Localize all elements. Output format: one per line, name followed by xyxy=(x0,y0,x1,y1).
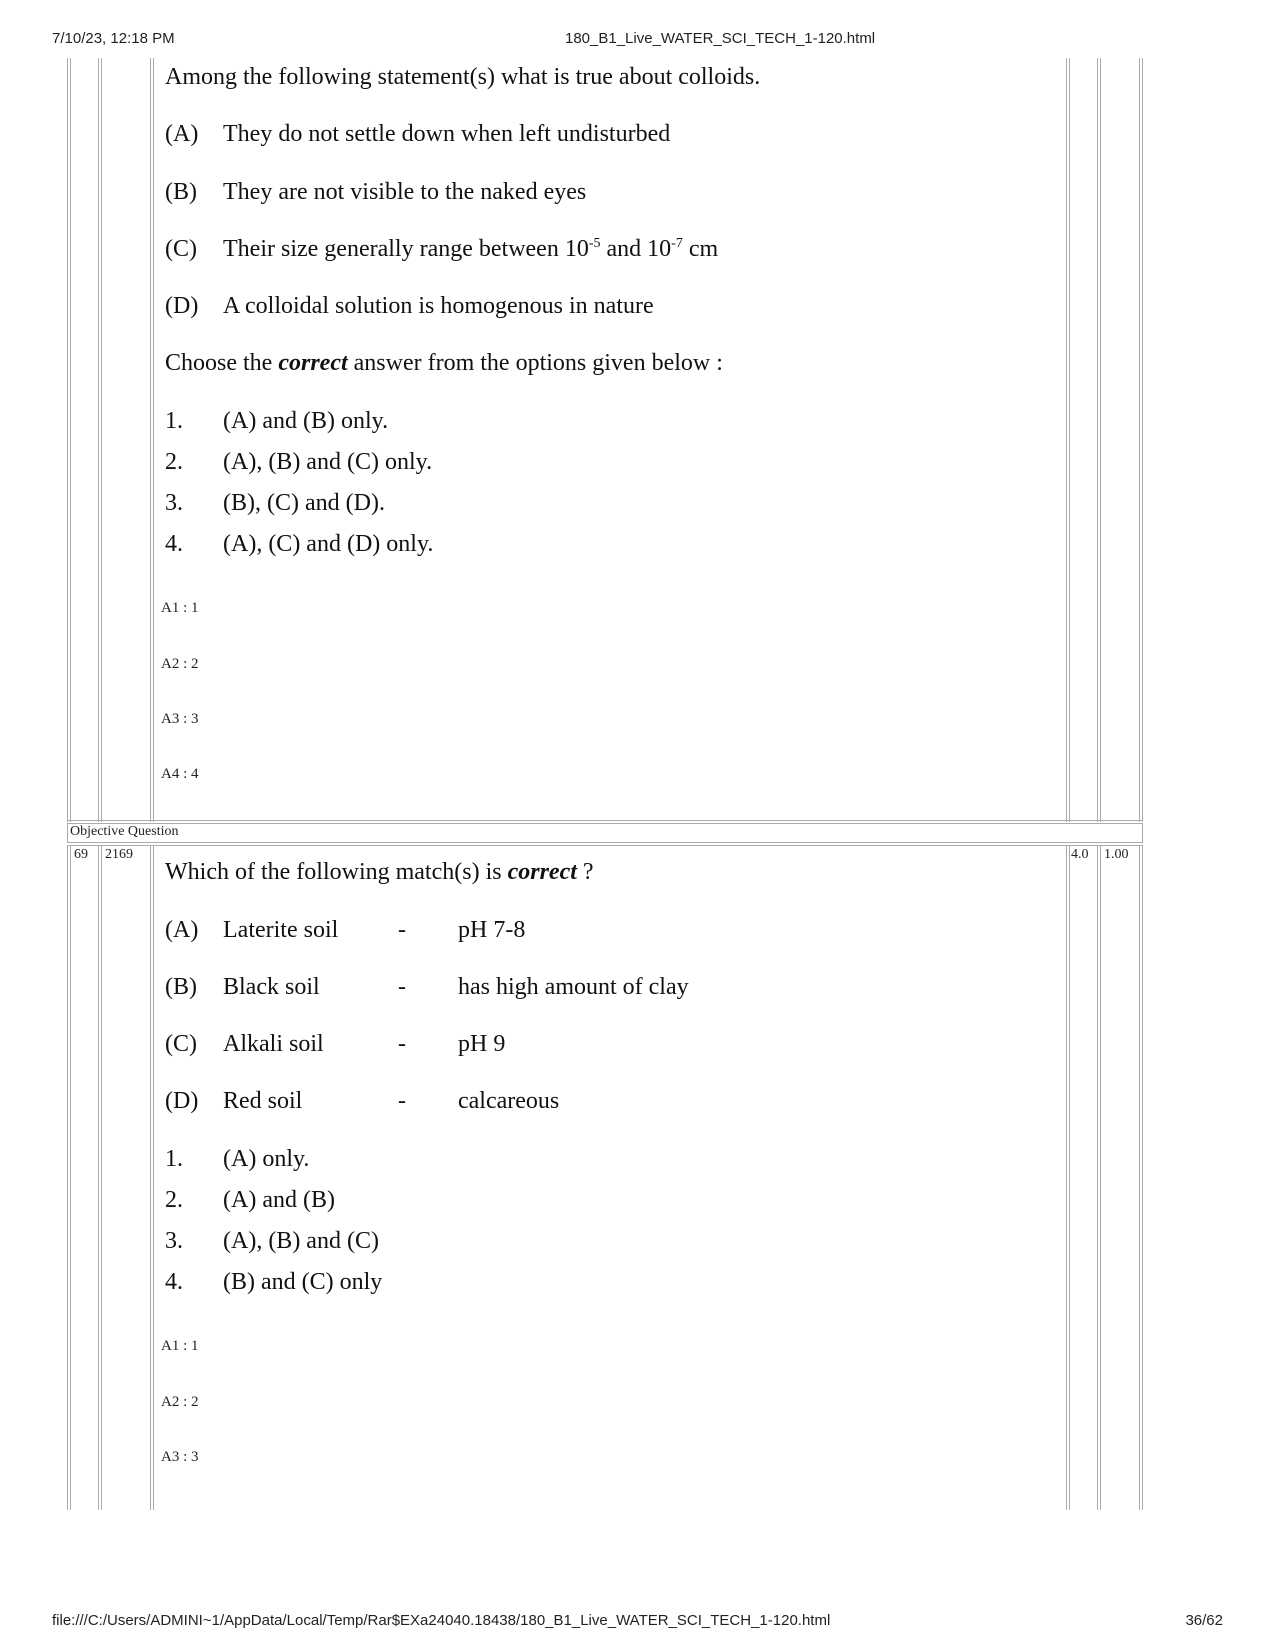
prev-statement-c-label: (C) xyxy=(165,236,197,262)
q69-answer-key-3: A3 : 3 xyxy=(161,1449,199,1465)
prev-answer-key-3: A3 : 3 xyxy=(161,711,199,727)
print-file-path: file:///C:/Users/ADMINI~1/AppData/Local/Temp/Rar$EXa24040.18438/180_B1_Live_WATER_SCI_TECH_1-120.html xyxy=(52,1612,831,1629)
q69-answer-key-2: A2 : 2 xyxy=(161,1394,199,1410)
prev-option-3-num: 3. xyxy=(165,490,183,516)
q69-option-4-num: 4. xyxy=(165,1269,183,1295)
prev-statement-a-label: (A) xyxy=(165,121,199,147)
prev-option-1-text: (A) and (B) only. xyxy=(223,408,389,434)
prev-statement-c-text: Their size generally range between $10^{-5}$ and $10^{-7}$ cm xyxy=(223,236,719,262)
q69-option-1-text: (A) only. xyxy=(223,1146,310,1172)
q69-match-c-value: pH 9 xyxy=(458,1031,506,1057)
q69-match-a-item: Laterite soil xyxy=(223,917,339,943)
prev-option-3-text: (B), (C) and (D). xyxy=(223,490,385,516)
prev-statement-d-text: A colloidal solution is homogenous in nature xyxy=(223,293,654,319)
q69-option-2-num: 2. xyxy=(165,1187,183,1213)
question-id: 2169 xyxy=(105,847,133,862)
prev-statement-d-label: (D) xyxy=(165,293,199,319)
q69-match-d-label: (D) xyxy=(165,1088,199,1114)
q69-match-c-item: Alkali soil xyxy=(223,1031,324,1057)
prev-answer-key-1: A1 : 1 xyxy=(161,600,199,616)
prev-statement-b-text: They are not visible to the naked eyes xyxy=(223,179,587,205)
print-datetime: 7/10/23, 12:18 PM xyxy=(52,30,175,47)
print-doc-title: 180_B1_Live_WATER_SCI_TECH_1-120.html xyxy=(565,30,876,47)
prev-statement-a-text: They do not settle down when left undisturbed xyxy=(223,121,671,147)
q69-stem: Which of the following match(s) is correct ? xyxy=(165,859,594,885)
prev-option-2-num: 2. xyxy=(165,449,183,475)
prev-option-4-text: (A), (C) and (D) only. xyxy=(223,531,434,557)
q69-match-d-item: Red soil xyxy=(223,1088,303,1114)
q69-option-1-num: 1. xyxy=(165,1146,183,1172)
prev-option-2-text: (A), (B) and (C) only. xyxy=(223,449,433,475)
q69-option-4-text: (B) and (C) only xyxy=(223,1269,383,1295)
question-serial: 69 xyxy=(74,847,88,862)
q69-answer-key-1: A1 : 1 xyxy=(161,1338,199,1354)
q69-match-b-label: (B) xyxy=(165,974,197,1000)
q69-match-a-dash: - xyxy=(398,917,406,943)
q69-match-d-dash: - xyxy=(398,1088,406,1114)
prev-option-4-num: 4. xyxy=(165,531,183,557)
print-page-indicator: 36/62 xyxy=(1185,1612,1223,1629)
question-negative-marks: 1.00 xyxy=(1104,847,1129,862)
question-marks: 4.0 xyxy=(1071,847,1089,862)
prev-statement-b-label: (B) xyxy=(165,179,197,205)
q69-option-3-num: 3. xyxy=(165,1228,183,1254)
q69-match-b-dash: - xyxy=(398,974,406,1000)
q69-match-a-label: (A) xyxy=(165,917,199,943)
prev-answer-key-4: A4 : 4 xyxy=(161,766,199,782)
q69-match-c-label: (C) xyxy=(165,1031,197,1057)
prev-choose-instruction: Choose the correct answer from the options given below : xyxy=(165,350,723,376)
q69-match-c-dash: - xyxy=(398,1031,406,1057)
q69-match-b-item: Black soil xyxy=(223,974,320,1000)
prev-option-1-num: 1. xyxy=(165,408,183,434)
q69-option-3-text: (A), (B) and (C) xyxy=(223,1228,379,1254)
q69-match-d-value: calcareous xyxy=(458,1088,560,1114)
section-label: Objective Question xyxy=(70,824,179,839)
q69-option-2-text: (A) and (B) xyxy=(223,1187,335,1213)
q69-match-b-value: has high amount of clay xyxy=(458,974,689,1000)
prev-answer-key-2: A2 : 2 xyxy=(161,656,199,672)
q69-match-a-value: pH 7-8 xyxy=(458,917,526,943)
prev-question-stem: Among the following statement(s) what is true about colloids. xyxy=(165,64,761,90)
